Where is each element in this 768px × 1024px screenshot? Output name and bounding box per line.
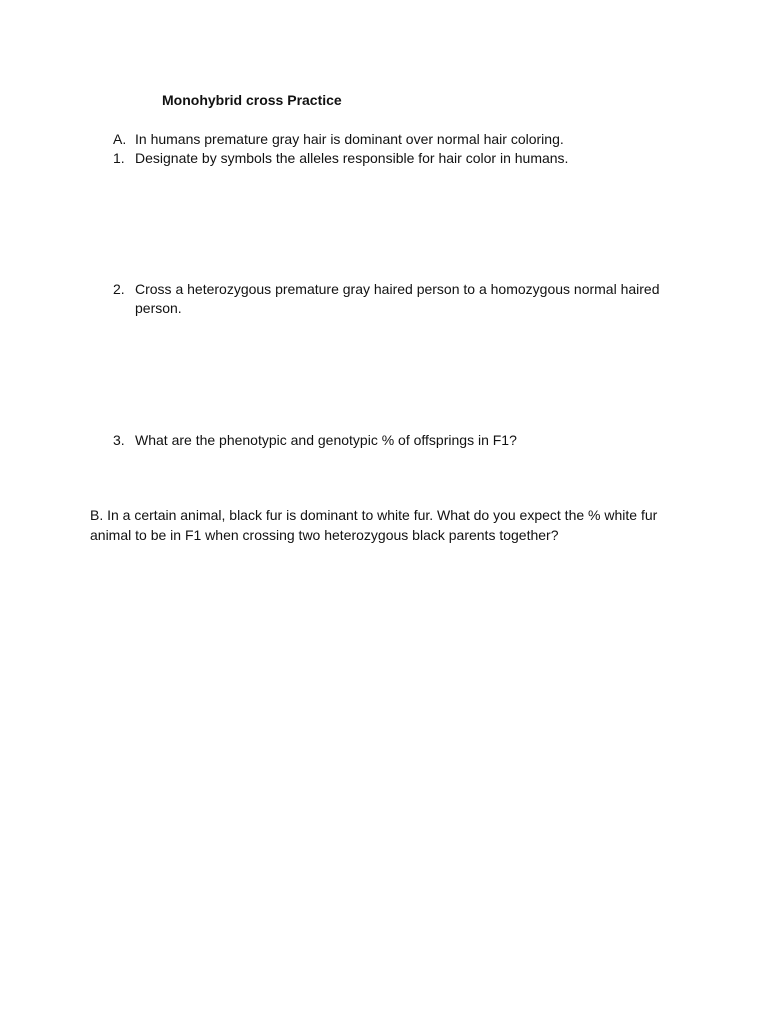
question-3-marker: 3. — [113, 432, 125, 448]
question-2-marker: 2. — [113, 281, 125, 297]
section-a-text: In humans premature gray hair is dominant over normal hair coloring. — [135, 131, 564, 147]
question-2-text: Cross a heterozygous premature gray haired person to a homozygous normal haired person. — [135, 281, 660, 316]
question-1-text: Designate by symbols the alleles responsible for hair color in humans. — [135, 150, 569, 166]
question-1 — [113, 149, 673, 168]
question-2 — [113, 280, 673, 318]
section-a-item — [113, 130, 673, 149]
question-3 — [113, 431, 673, 450]
document-title: Monohybrid cross Practice — [162, 92, 342, 108]
section-b-paragraph: B. In a certain animal, black fur is dominant to white fur. What do you expect the % white fur animal to be in F1 when crossing two heterozygous black parents together? — [90, 507, 658, 543]
question-1-marker: 1. — [113, 150, 125, 166]
question-3-text: What are the phenotypic and genotypic % of offsprings in F1? — [135, 432, 517, 448]
section-a-marker: A. — [113, 131, 127, 147]
